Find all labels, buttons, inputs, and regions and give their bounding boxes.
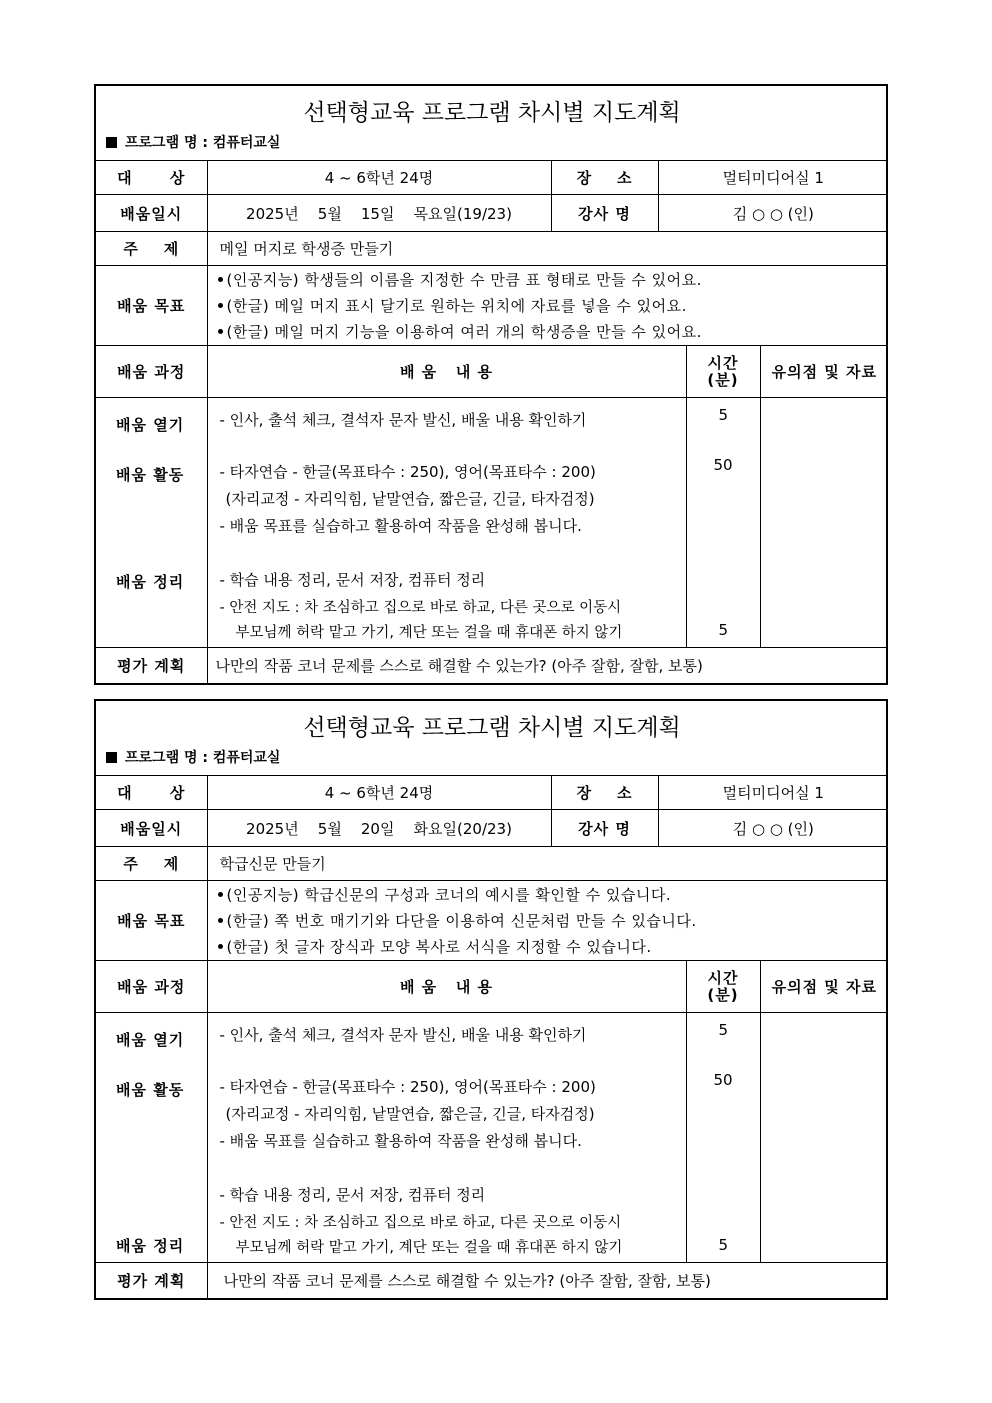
stage-close: 배움 정리 <box>116 1237 185 1255</box>
goal-item: (한글) 메일 머지 기능을 이용하여 여러 개의 학생증을 만들 수 있어요. <box>208 319 889 345</box>
time-cell <box>686 398 760 648</box>
content-line: - 배움 목표를 실습하고 활용하여 작품을 완성해 봅니다. <box>219 1132 582 1150</box>
stage-close: 배움 정리 <box>116 573 185 591</box>
date-label: 배움일시 <box>96 195 207 232</box>
plan-title: 선택형교육 프로그램 차시별 지도계획 <box>303 100 681 126</box>
program-name: 프로그램 명 : 컴퓨터교실 <box>96 743 888 775</box>
content-line: - 학습 내용 정리, 문서 저장, 컴퓨터 정리 <box>219 571 486 589</box>
time-value: 5 <box>718 1021 729 1039</box>
topic-value: 학급신문 만들기 <box>207 847 888 881</box>
bullet-icon <box>218 329 223 334</box>
lesson-plan-1 <box>94 84 888 685</box>
notes-cell <box>760 1013 888 1263</box>
date-value: 2025년 5월 20일 화요일(20/23) <box>207 810 551 847</box>
content-line: - 타자연습 - 한글(목표타수 : 250), 영어(목표타수 : 200) <box>219 1078 596 1096</box>
teacher-label: 강사 명 <box>551 810 658 847</box>
col-process: 배움 과정 <box>96 346 207 398</box>
notes-cell <box>760 398 888 648</box>
content-line: - 인사, 출석 체크, 결석자 문자 발신, 배울 내용 확인하기 <box>219 1026 587 1044</box>
content-line: - 인사, 출석 체크, 결석자 문자 발신, 배울 내용 확인하기 <box>219 411 587 429</box>
time-value: 5 <box>718 1236 729 1254</box>
topic-label: 주 제 <box>96 847 207 881</box>
process-stages <box>96 1013 207 1263</box>
goal-label: 배움 목표 <box>96 266 207 346</box>
stage-open: 배움 열기 <box>116 416 185 434</box>
teacher-label: 강사 명 <box>551 195 658 232</box>
place-label: 장 소 <box>551 776 658 810</box>
teacher-value: 김 ○ ○ (인) <box>658 810 888 847</box>
goal-label: 배움 목표 <box>96 881 207 961</box>
goal-item: (한글) 쪽 번호 매기기와 다단을 이용하여 신문처럼 만들 수 있습니다. <box>208 908 889 934</box>
content-line: 부모님께 허락 맡고 가기, 계단 또는 걸을 때 휴대폰 하지 않기 <box>235 1240 623 1256</box>
bullet-icon <box>218 277 223 282</box>
target-label: 대 상 <box>96 161 207 195</box>
time-cell <box>686 1013 760 1263</box>
target-label: 대 상 <box>96 776 207 810</box>
topic-label: 주 제 <box>96 232 207 266</box>
col-time: 시간 (분) <box>686 346 760 398</box>
goal-item: (한글) 메일 머지 표시 달기로 원하는 위치에 자료를 넣을 수 있어요. <box>208 293 889 319</box>
content-line: 부모님께 허락 맡고 가기, 계단 또는 걸을 때 휴대폰 하지 않기 <box>235 625 623 641</box>
content-line: (자리교정 - 자리익힘, 낱말연습, 짧은글, 긴글, 타자검정) <box>225 1105 595 1123</box>
content-cell <box>207 1013 686 1263</box>
col-time: 시간 (분) <box>686 961 760 1013</box>
col-content: 배 움 내 용 <box>207 961 686 1013</box>
date-value: 2025년 5월 15일 목요일(19/23) <box>207 195 551 232</box>
program-name: 프로그램 명 : 컴퓨터교실 <box>96 128 888 160</box>
content-cell <box>207 398 686 648</box>
eval-label: 평가 계획 <box>96 1263 207 1298</box>
date-label: 배움일시 <box>96 810 207 847</box>
eval-label: 평가 계획 <box>96 648 207 683</box>
goal-list <box>207 881 888 961</box>
content-line: - 안전 지도 : 차 조심하고 집으로 바로 하교, 다른 곳으로 이동시 <box>219 600 622 616</box>
col-notes: 유의점 및 자료 <box>760 346 888 398</box>
target-value: 4 ~ 6학년 24명 <box>207 161 551 195</box>
teacher-value: 김 ○ ○ (인) <box>658 195 888 232</box>
eval-value: 나만의 작품 코너 문제를 스스로 해결할 수 있는가? (아주 잘함, 잘함, 보통) <box>207 648 888 683</box>
time-value: 5 <box>718 406 729 424</box>
process-stages <box>96 398 207 648</box>
content-line: - 학습 내용 정리, 문서 저장, 컴퓨터 정리 <box>219 1186 486 1204</box>
bullet-icon <box>218 918 223 923</box>
time-value: 5 <box>718 621 729 639</box>
content-line: - 안전 지도 : 차 조심하고 집으로 바로 하교, 다른 곳으로 이동시 <box>219 1215 622 1231</box>
stage-activity: 배움 활동 <box>116 1081 185 1099</box>
content-line: (자리교정 - 자리익힘, 낱말연습, 짧은글, 긴글, 타자검정) <box>225 490 595 508</box>
content-line: - 배움 목표를 실습하고 활용하여 작품을 완성해 봅니다. <box>219 517 582 535</box>
goal-item: (한글) 첫 글자 장식과 모양 복사로 서식을 지정할 수 있습니다. <box>208 934 889 960</box>
time-value: 50 <box>713 1071 733 1089</box>
target-value: 4 ~ 6학년 24명 <box>207 776 551 810</box>
plan-title: 선택형교육 프로그램 차시별 지도계획 <box>303 715 681 741</box>
lesson-plan-2 <box>94 699 888 1300</box>
goal-item: (인공지능) 학생들의 이름을 지정한 수 만큼 표 형태로 만들 수 있어요. <box>208 267 889 293</box>
goal-item: (인공지능) 학급신문의 구성과 코너의 예시를 확인할 수 있습니다. <box>208 882 889 908</box>
square-bullet-icon <box>106 137 117 148</box>
col-process: 배움 과정 <box>96 961 207 1013</box>
stage-open: 배움 열기 <box>116 1031 185 1049</box>
goal-list <box>207 266 888 346</box>
bullet-icon <box>218 944 223 949</box>
place-label: 장 소 <box>551 161 658 195</box>
bullet-icon <box>218 303 223 308</box>
topic-value: 메일 머지로 학생증 만들기 <box>207 232 888 266</box>
bullet-icon <box>218 892 223 897</box>
col-content: 배 움 내 용 <box>207 346 686 398</box>
content-line: - 타자연습 - 한글(목표타수 : 250), 영어(목표타수 : 200) <box>219 463 596 481</box>
place-value: 멀티미디어실 1 <box>658 776 888 810</box>
square-bullet-icon <box>106 752 117 763</box>
place-value: 멀티미디어실 1 <box>658 161 888 195</box>
col-notes: 유의점 및 자료 <box>760 961 888 1013</box>
stage-activity: 배움 활동 <box>116 466 185 484</box>
eval-value: 나만의 작품 코너 문제를 스스로 해결할 수 있는가? (아주 잘함, 잘함, 보통) <box>207 1263 888 1298</box>
time-value: 50 <box>713 456 733 474</box>
